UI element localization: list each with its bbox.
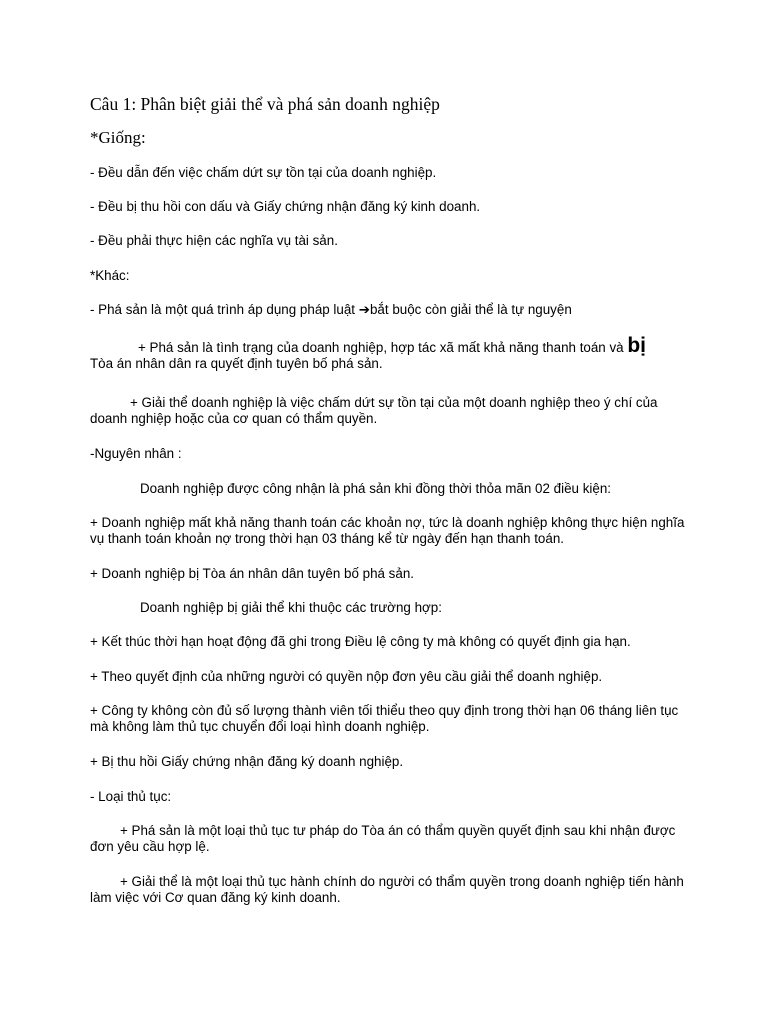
bankruptcy-conditions-intro: Doanh nghiệp được công nhận là phá sản khi đồng thời thỏa mãn 02 điều kiện: <box>140 481 611 496</box>
diff-line <box>90 302 690 318</box>
bankruptcy-condition-2: + Doanh nghiệp bị Tòa án nhân dân tuyên bố phá sản. <box>90 566 414 581</box>
document-title: Câu 1: Phân biệt giải thể và phá sản doanh nghiệp <box>90 94 440 114</box>
bankruptcy-definition-part-b: Tòa án nhân dân ra quyết định tuyên bố phá sản. <box>90 356 383 371</box>
procedure-dissolution: + Giải thể là một loại thủ tục hành chính do người có thẩm quyền trong doanh nghiệp tiến hành làm việc với Cơ quan đăng ký kinh doanh. <box>90 874 684 905</box>
similar-item-2: - Đều bị thu hồi con dấu và Giấy chứng nhận đăng ký kinh doanh. <box>90 199 481 214</box>
dissolution-conditions-intro: Doanh nghiệp bị giải thể khi thuộc các trường hợp: <box>140 600 442 615</box>
cause-heading: -Nguyên nhân : <box>90 446 182 461</box>
dissolution-condition-1: + Kết thúc thời hạn hoạt động đã ghi trong Điều lệ công ty mà không có quyết định gia hạn. <box>90 634 631 649</box>
dissolution-condition-2: + Theo quyết định của những người có quyền nộp đơn yêu cầu giải thể doanh nghiệp. <box>90 669 603 684</box>
similar-item-1: - Đều dẫn đến việc chấm dứt sự tồn tại của doanh nghiệp. <box>90 165 437 180</box>
diff-heading: *Khác: <box>90 268 130 283</box>
bankruptcy-definition-emphasis: bị <box>627 334 647 357</box>
bankruptcy-definition <box>90 334 690 372</box>
diff-line-part-b: bắt buộc còn giải thể là tự nguyện <box>369 302 572 317</box>
bankruptcy-condition-1: + Doanh nghiệp mất khả năng thanh toán các khoản nợ, tức là doanh nghiệp không thực hiện nghĩa vụ thanh toán khoản nợ trong thời hạn 03 tháng kể từ ngày đến hạn thanh toán. <box>90 515 685 546</box>
diff-line-part-a: - Phá sản là một quá trình áp dụng pháp luật <box>90 302 359 317</box>
similar-item-3: - Đều phải thực hiện các nghĩa vụ tài sản. <box>90 233 338 248</box>
similar-heading: *Giống: <box>90 128 146 147</box>
dissolution-definition: + Giải thể doanh nghiệp là việc chấm dứt sự tồn tại của một doanh nghiệp theo ý chí của doanh nghiệp hoặc của cơ quan có thẩm quyền. <box>90 395 658 426</box>
arrow-right-icon: ➔ <box>358 302 370 317</box>
procedure-bankruptcy: + Phá sản là một loại thủ tục tư pháp do Tòa án có thẩm quyền quyết định sau khi nhận được đơn yêu cầu hợp lệ. <box>90 823 676 854</box>
bankruptcy-definition-part-a: + Phá sản là tình trạng của doanh nghiệp, hợp tác xã mất khả năng thanh toán và <box>138 340 628 355</box>
procedure-heading: - Loại thủ tục: <box>90 789 172 804</box>
dissolution-condition-4: + Bị thu hồi Giấy chứng nhận đăng ký doanh nghiệp. <box>90 754 404 769</box>
dissolution-condition-3: + Công ty không còn đủ số lượng thành viên tối thiểu theo quy định trong thời hạn 06 tháng liên tục mà không làm thủ tục chuyển đổi loại hình doanh nghiệp. <box>90 703 679 734</box>
